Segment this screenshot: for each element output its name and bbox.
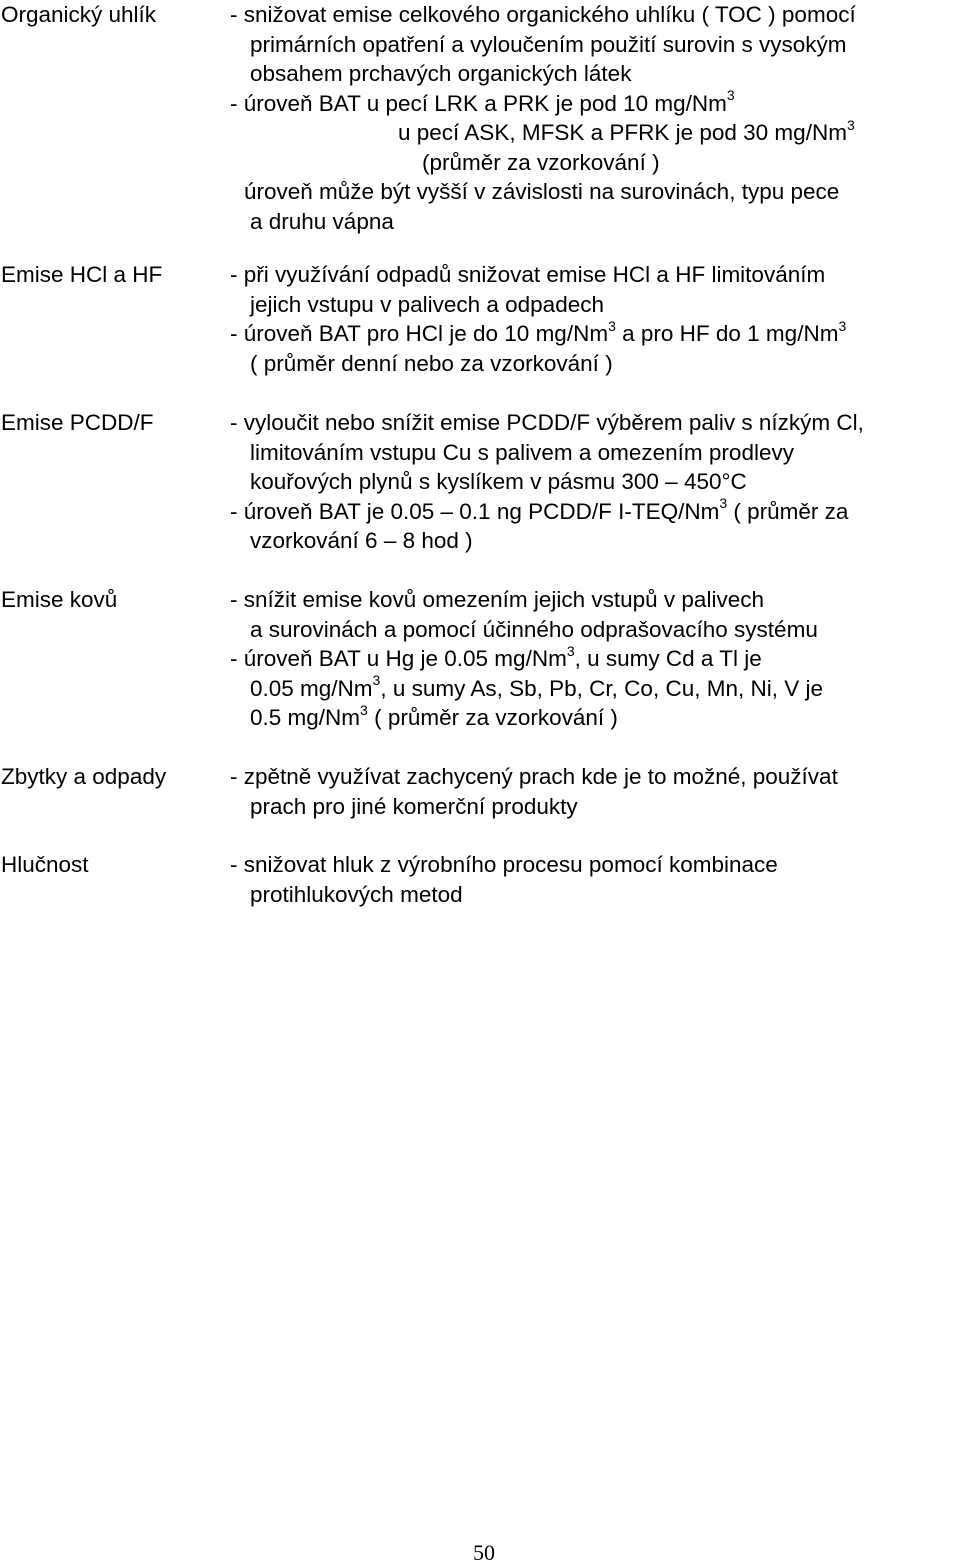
line-text: prach pro jiné komerční produkty <box>250 793 578 819</box>
section-line <box>230 703 958 733</box>
section-line <box>230 59 958 89</box>
line-text: a surovinách a pomocí účinného odprašovacího systému <box>250 616 818 642</box>
line-text-continued: , u sumy Cd a Tl je <box>574 646 762 671</box>
section-line <box>230 880 958 910</box>
superscript: 3 <box>838 317 847 334</box>
section-line <box>230 438 958 468</box>
section-line <box>230 290 958 320</box>
section-line <box>230 319 958 349</box>
section-line <box>230 148 958 178</box>
line-text: úroveň může být vyšší v závislosti na surovinách, typu pece <box>244 179 840 204</box>
section-line <box>230 615 958 645</box>
section-label: Emise kovů <box>1 587 118 612</box>
section-line <box>230 260 958 290</box>
superscript: 3 <box>726 87 735 103</box>
line-text: - při využívání odpadů snižovat emise HCl a HF limitováním <box>230 262 826 287</box>
line-text: - zpětně využívat zachycený prach kde je to možné, používat <box>230 764 838 789</box>
section-line <box>230 674 958 704</box>
section-body <box>230 585 958 733</box>
section-line <box>230 850 958 880</box>
section-label: Zbytky a odpady <box>1 764 167 789</box>
line-text: protihlukových metod <box>250 881 463 907</box>
line-text: - snížit emise kovů omezením jejich vstupů v palivech <box>230 587 764 612</box>
section-label: Emise PCDD/F <box>1 410 154 435</box>
line-text: primárních opatření a vyloučením použití surovin s vysokým <box>250 31 847 57</box>
superscript: 3 <box>846 116 855 133</box>
line-text: - snižovat emise celkového organického uhlíku ( TOC ) pomocí <box>230 2 856 27</box>
section-line <box>230 207 958 237</box>
section-line <box>230 526 958 556</box>
page-number: 50 <box>473 1540 495 1565</box>
line-text-continued: ( průměr za <box>727 498 849 524</box>
line-text: - úroveň BAT u pecí LRK a PRK je pod 10 mg/Nm <box>230 90 727 116</box>
line-text-continued: a pro HF do 1 mg/Nm <box>615 321 839 346</box>
section-line <box>230 177 958 207</box>
section-label: Organický uhlík <box>1 2 157 27</box>
section-line <box>230 497 958 527</box>
section-line <box>230 30 958 60</box>
section-line <box>230 89 958 119</box>
line-text: kouřových plynů s kyslíkem v pásmu 300 – 450°C <box>250 469 747 494</box>
section-body <box>230 850 958 909</box>
section-label: Emise HCl a HF <box>1 262 163 287</box>
section-body <box>230 0 958 236</box>
line-text: obsahem prchavých organických látek <box>250 61 632 86</box>
line-text: - úroveň BAT je 0.05 – 0.1 ng PCDD/F I-TEQ/Nm <box>230 498 720 524</box>
line-text: ( průměr denní nebo za vzorkování ) <box>250 350 613 376</box>
section-line <box>230 467 958 497</box>
line-text: u pecí ASK, MFSK a PFRK je pod 30 mg/Nm <box>398 120 847 145</box>
line-text: a druhu vápna <box>250 208 394 234</box>
section-line <box>230 118 958 148</box>
section-line <box>230 585 958 615</box>
line-text: (průměr za vzorkování ) <box>422 149 660 175</box>
section-body <box>230 260 958 378</box>
section-label: Hlučnost <box>1 852 89 877</box>
section-line <box>230 408 958 438</box>
superscript: 3 <box>719 495 728 511</box>
line-text: jejich vstupu v palivech a odpadech <box>250 291 604 317</box>
line-text: 0.05 mg/Nm <box>250 675 373 701</box>
line-text-continued: , u sumy As, Sb, Pb, Cr, Co, Cu, Mn, Ni, V je <box>380 675 823 701</box>
section-line <box>230 349 958 379</box>
section-body <box>230 408 958 556</box>
superscript: 3 <box>360 701 368 718</box>
line-text-continued: ( průměr za vzorkování ) <box>367 705 618 730</box>
line-text: limitováním vstupu Cu s palivem a omezením prodlevy <box>250 439 794 465</box>
line-text: - úroveň BAT pro HCl je do 10 mg/Nm <box>230 321 609 346</box>
line-text: vzorkování 6 – 8 hod ) <box>250 528 473 553</box>
section-line <box>230 0 958 30</box>
superscript: 3 <box>608 317 616 334</box>
section-body <box>230 762 958 821</box>
section-line <box>230 792 958 822</box>
line-text: - vyloučit nebo snížit emise PCDD/F výběrem paliv s nízkým Cl, <box>230 410 864 435</box>
line-text: 0.5 mg/Nm <box>250 705 361 730</box>
superscript: 3 <box>372 672 381 688</box>
superscript: 3 <box>566 642 575 659</box>
section-line <box>230 644 958 674</box>
section-line <box>230 762 958 792</box>
line-text: - snižovat hluk z výrobního procesu pomocí kombinace <box>230 852 778 877</box>
line-text: - úroveň BAT u Hg je 0.05 mg/Nm <box>230 646 567 671</box>
